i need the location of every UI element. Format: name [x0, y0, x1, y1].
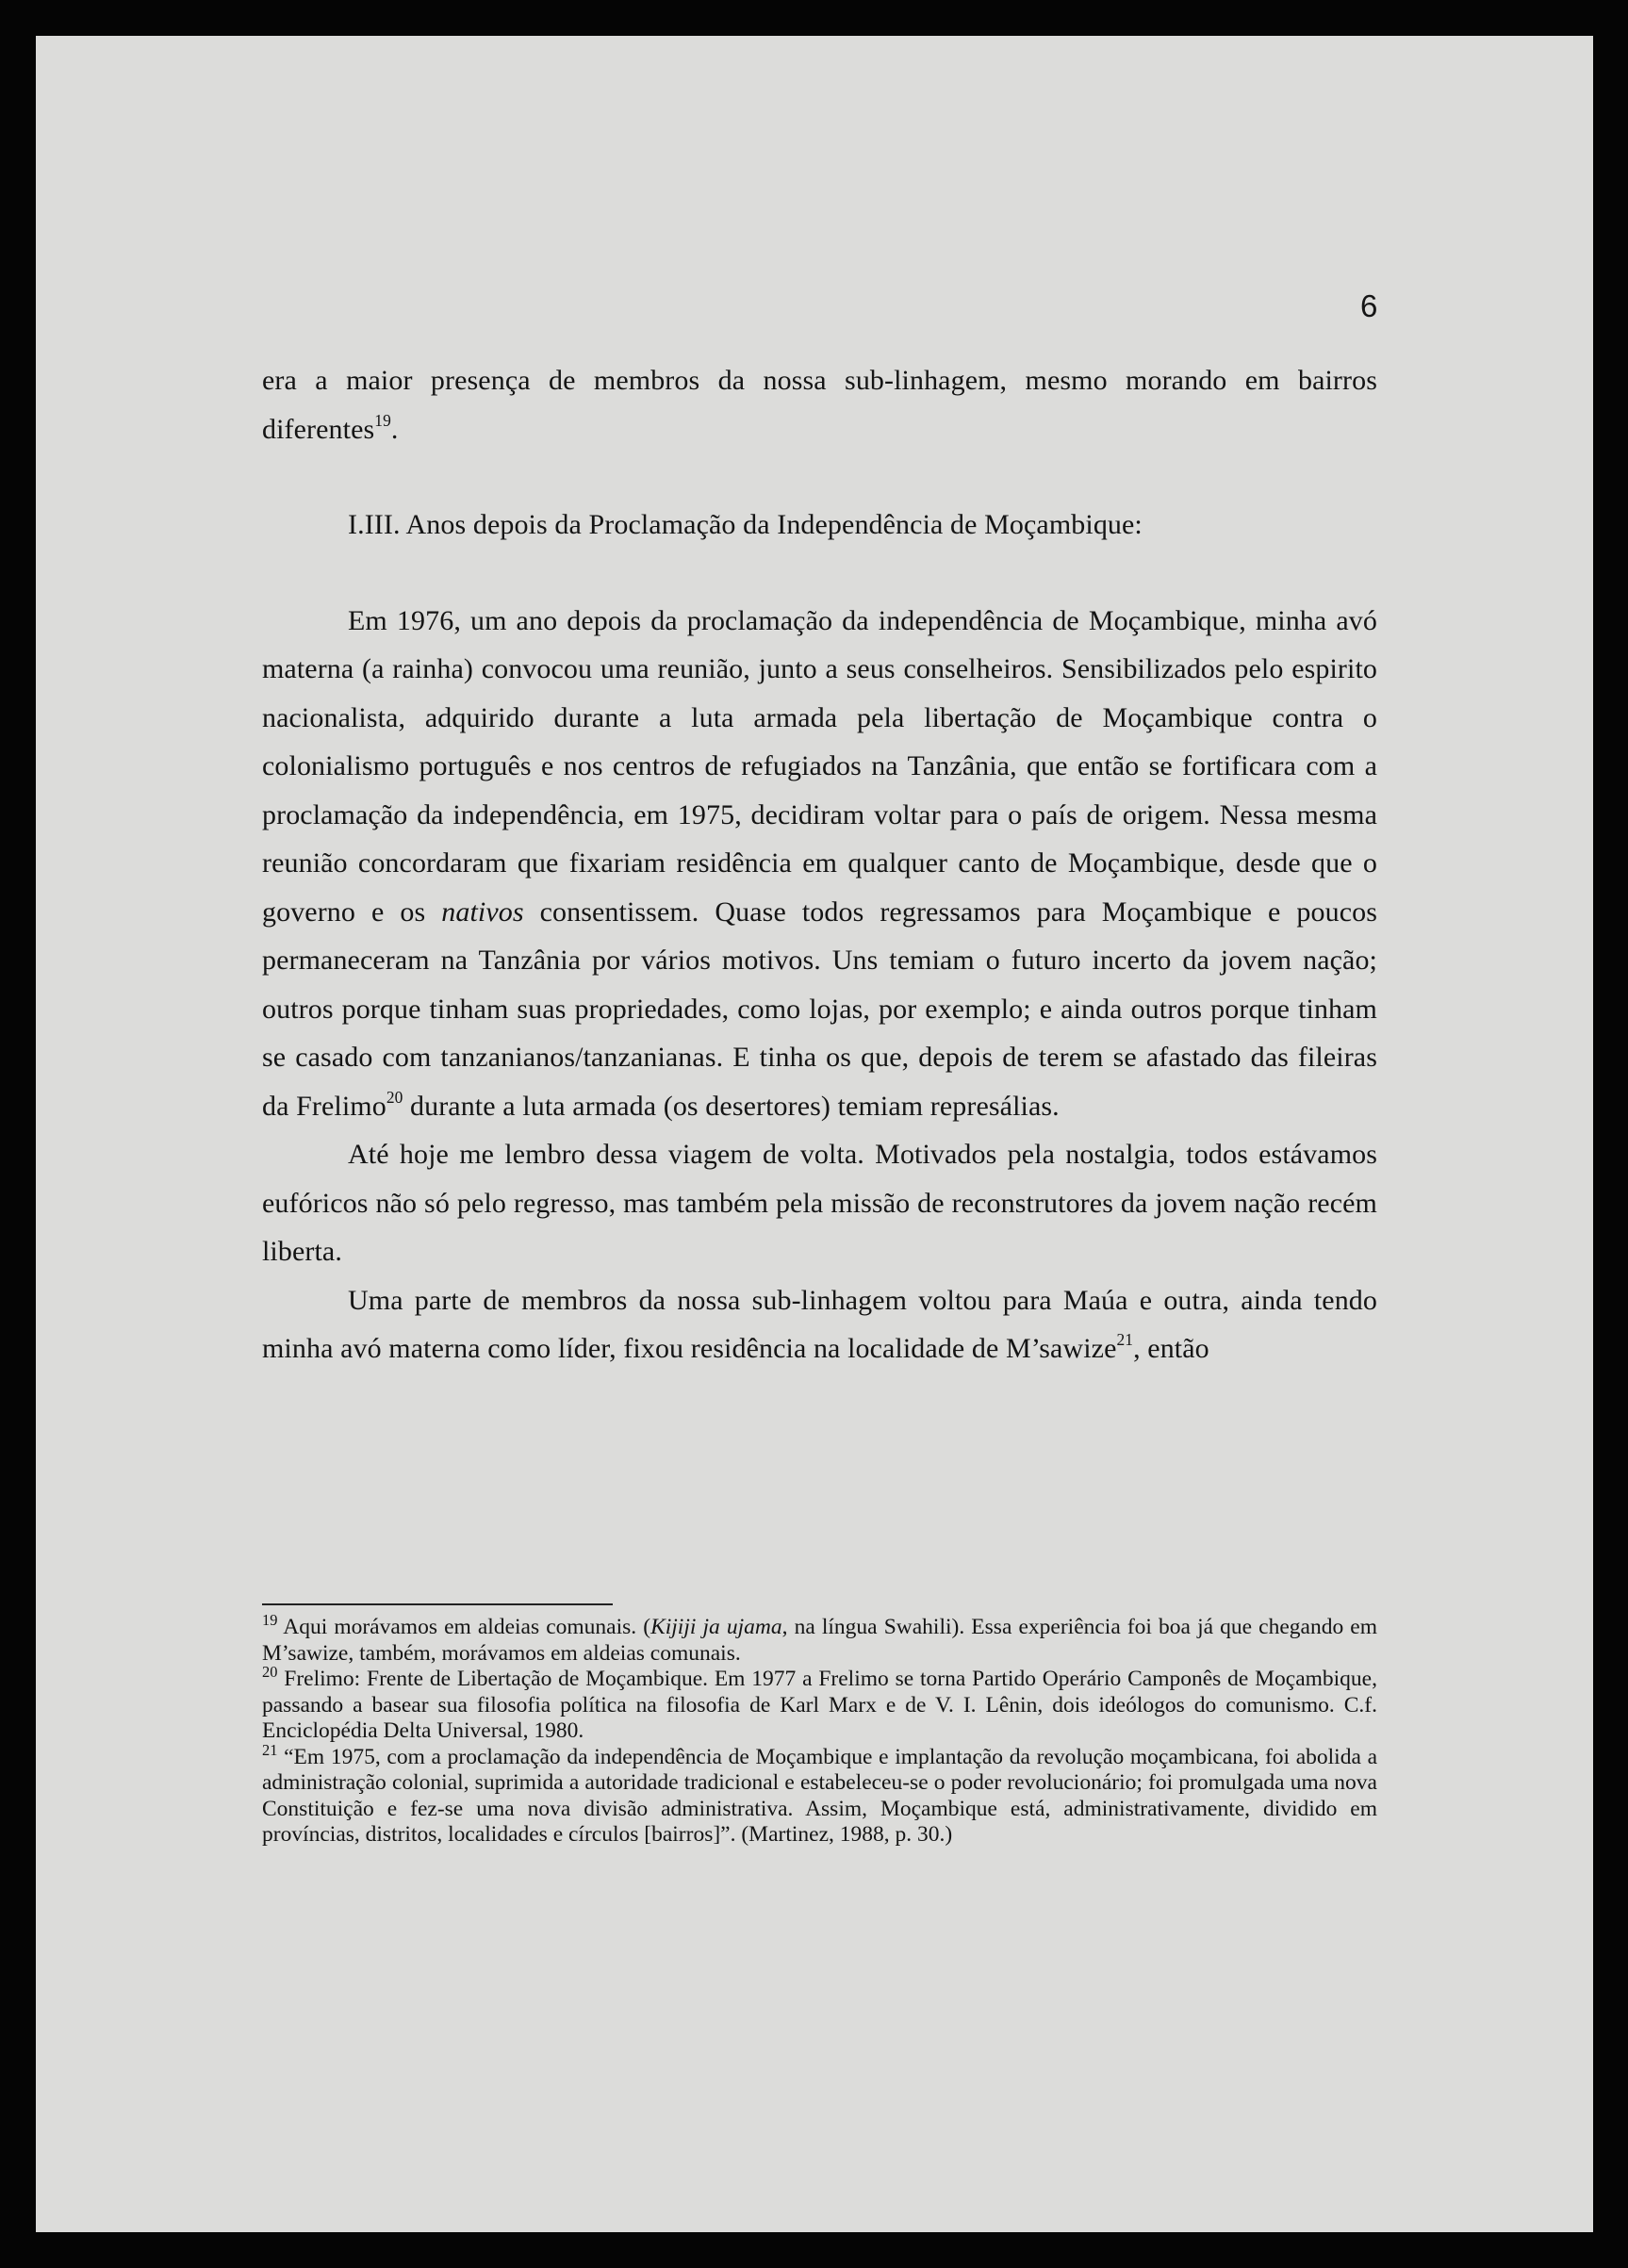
main-text [262, 356, 1377, 1373]
scanned-page [36, 36, 1593, 2232]
paragraph-continuation: era a maior presença de membros da nossa sub-linhagem, mesmo morando em bairros diferentes$^{19}$. [262, 365, 1377, 445]
footnote-ref-19: 19 [374, 410, 391, 430]
footnote-ref-20: 20 [386, 1087, 403, 1107]
footnote-19: $^{19}$ Aqui morávamos em aldeias comunais. (Kijiji ja ujama, na língua Swahili). Essa experiência foi boa já que chegando em M’sawize, também, morávamos em aldeias comunais. [262, 1610, 1378, 1666]
footnotes [262, 1610, 1378, 1849]
section-heading: I.III. Anos depois da Proclamação da Independência de Moçambique: [348, 509, 1143, 540]
italic-term: nativos [441, 896, 524, 928]
paragraph-settlement: Uma parte de membros da nossa sub-linhagem voltou para Maúa e outra, ainda tendo minha avó materna como líder, fixou residência na localidade de M’sawize$^{21}$, então [262, 1284, 1377, 1364]
page-number: 6 [1360, 288, 1378, 323]
footnote-20: $^{20}$ Frelimo: Frente de Libertação de Moçambique. Em 1977 a Frelimo se torna Partido Operário Camponês de Moçambique, passando a basear sua filosofia política na filosofia de Karl Marx e de V. I. Lênin, dois ideólogos do comunismo. C.f. Enciclopédia Delta Universal, 1980. [262, 1662, 1377, 1743]
footnote-ref-21: 21 [1116, 1329, 1134, 1349]
footnote-21: $^{21}$ “Em 1975, com a proclamação da independência de Moçambique e implantação da revolução moçambicana, foi abolida a administração colonial, suprimida a autoridade tradicional e estabeleceu-se o poder revolucionário; foi promulgada uma nova Constituição e fez-se uma nova divisão administrativa. Assim, Moçambique está, administrativamente, dividido em províncias, distritos, localidades e círculos [bairros]”. (Martinez, 1988, p. 30.) [262, 1740, 1377, 1847]
paragraph-return-decision: Em 1976, um ano depois da proclamação da independência de Moçambique, minha avó materna (a rainha) convocou uma reunião, junto a seus conselheiros. Sensibilizados pelo espirito nacionalista, adquirido durante a luta armada pela libertação de Moçambique contra o colonialismo português e nos centros de refugiados na Tanzânia, que então se fortificara com a proclamação da independência, em 1975, decidiram voltar para o país de origem. Nessa mesma reunião concordaram que fixariam residência em qualquer canto de Moçambique, desde que o governo e os nativos consentissem. Quase todos regressamos para Moçambique e poucos permaneceram na Tanzânia por vários motivos. Uns temiam o futuro incerto da jovem nação; outros porque tinham suas propriedades, como lojas, por exemplo; e ainda outros porque tinham se casado com tanzanianos/tanzanianas. E tinha os que, depois de terem se afastado das fileiras da Frelimo$^{20}$ durante a luta armada (os desertores) temiam represálias. [262, 604, 1377, 1122]
paragraph-journey: Até hoje me lembro dessa viagem de volta. Motivados pela nostalgia, todos estávamos eufóricos não só pelo regresso, mas também pela missão de reconstrutores da jovem nação recém liberta. [262, 1139, 1377, 1267]
footnote-separator [262, 1603, 613, 1605]
